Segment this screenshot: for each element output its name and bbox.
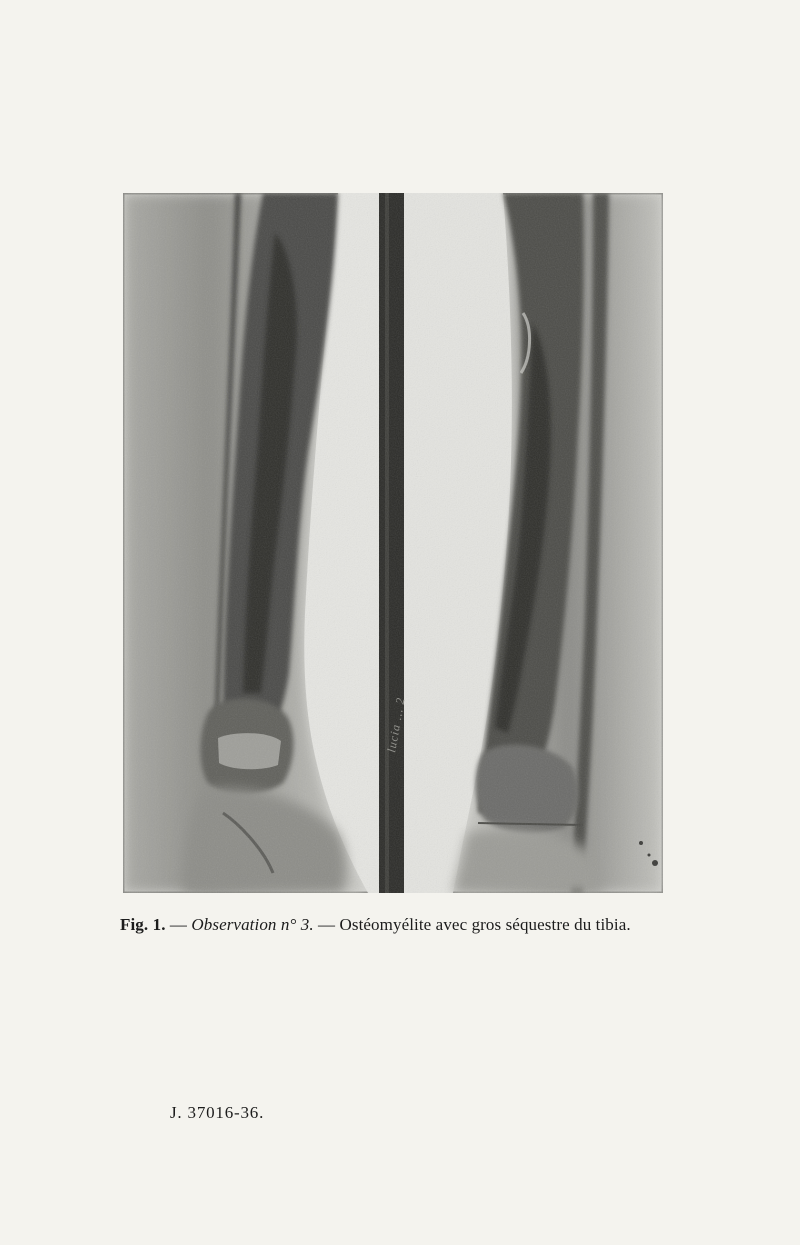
- radiograph-image: [123, 193, 663, 893]
- figure-description: Ostéomyélite avec gros séquestre du tibia.: [339, 915, 631, 934]
- figure-caption: [120, 915, 680, 935]
- figure-label: Fig. 1.: [120, 915, 166, 934]
- radiograph-figure: [123, 193, 663, 893]
- print-code: J. 37016-36.: [170, 1103, 265, 1122]
- caption-separator: —: [313, 915, 340, 934]
- caption-separator: —: [165, 915, 192, 934]
- observation-reference: Observation n° 3.: [191, 915, 314, 934]
